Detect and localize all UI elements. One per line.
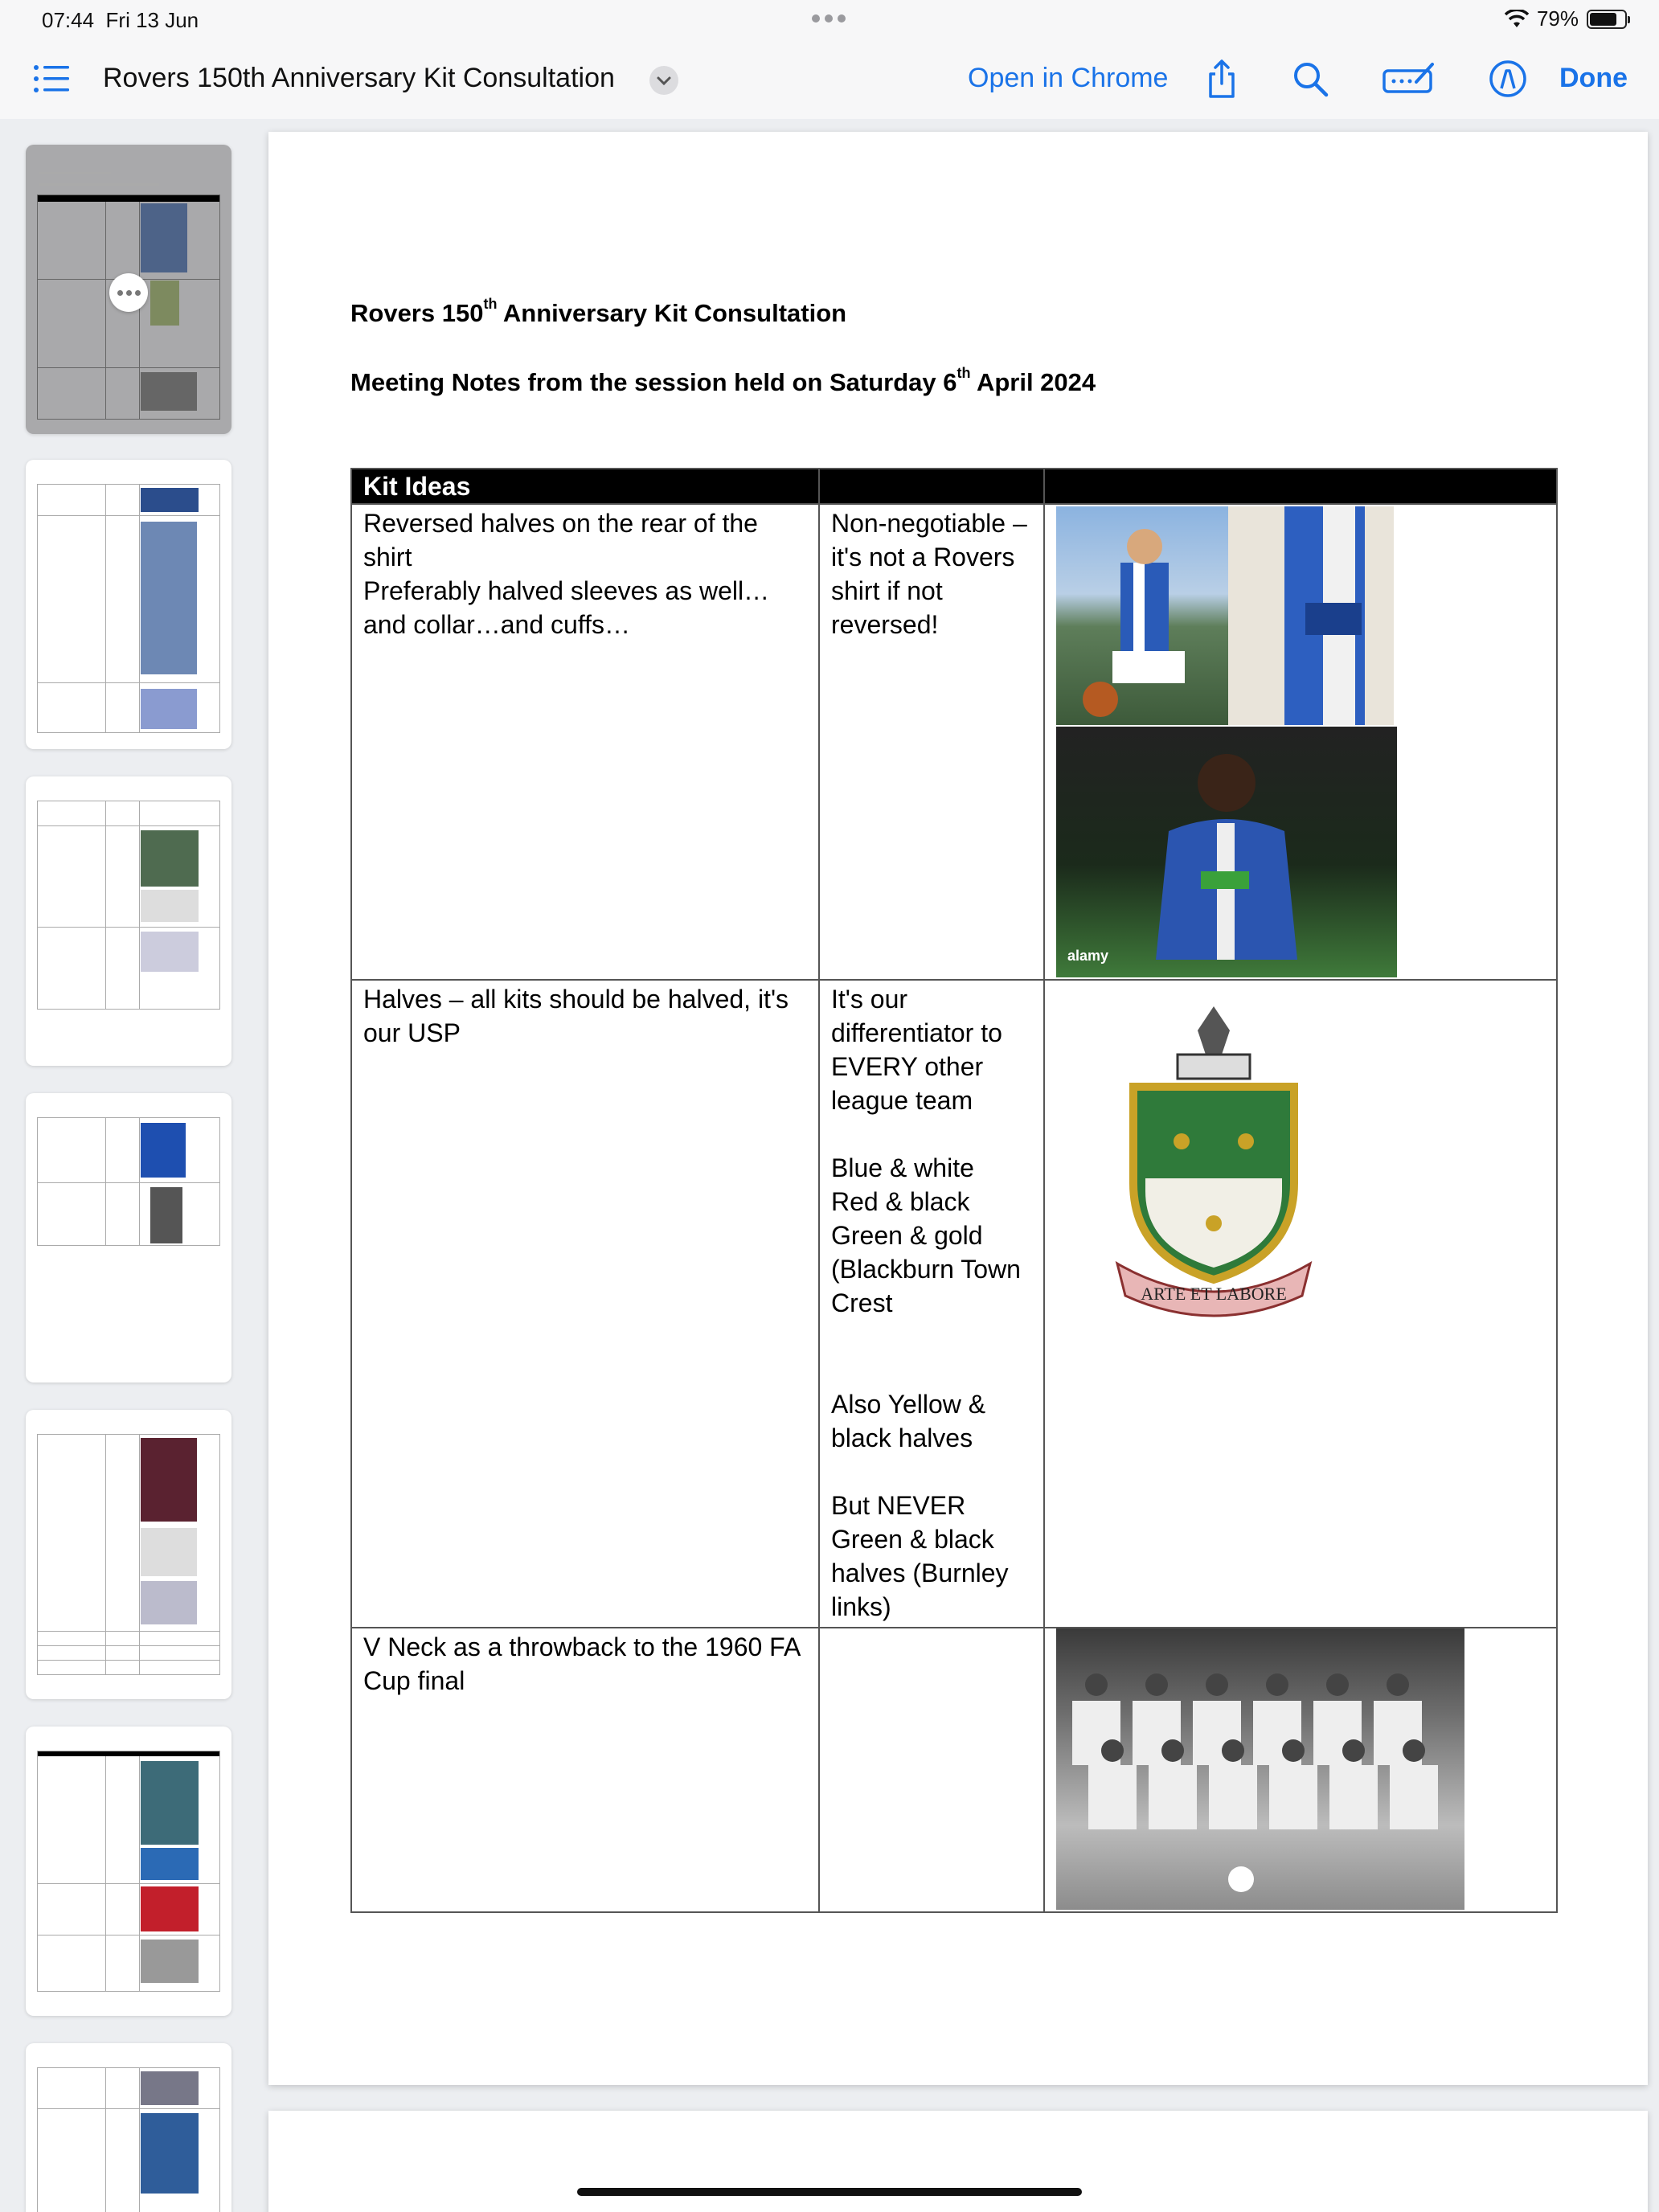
crest-motto: ARTE ET LABORE	[1141, 1284, 1287, 1304]
page-thumbnail[interactable]	[26, 1093, 231, 1382]
page-thumbnail[interactable]	[26, 2043, 231, 2212]
idea-cell: Reversed halves on the rear of the shirt Preferably halved sleeves as well…and collar…and cuffs…	[351, 504, 819, 980]
chevron-down-icon[interactable]	[649, 66, 678, 95]
wifi-icon	[1505, 10, 1529, 29]
team-photo-1960	[1056, 1628, 1464, 1910]
more-icon[interactable]	[109, 273, 148, 312]
image-watermark-label: alamy	[1067, 948, 1109, 964]
markup-pen-icon[interactable]	[1381, 56, 1437, 101]
page-thumbnail[interactable]	[26, 776, 231, 1066]
battery-icon	[1587, 10, 1627, 29]
comment-cell: Non-negotiable – it's not a Rovers shirt if not reversed!	[819, 504, 1044, 980]
share-icon[interactable]	[1199, 56, 1244, 101]
page-thumbnail[interactable]	[26, 1410, 231, 1699]
page-thumbnail[interactable]	[26, 1727, 231, 2016]
search-icon[interactable]	[1288, 56, 1333, 101]
idea-cell: Halves – all kits should be halved, it's our USP	[351, 980, 819, 1628]
image-cell	[1044, 980, 1557, 1628]
table-row	[351, 980, 1557, 1628]
page-thumbnail[interactable]	[26, 460, 231, 749]
table-header: Kit Ideas	[351, 469, 819, 504]
status-time: 07:44 Fri 13 Jun	[42, 8, 199, 32]
image-cell	[1044, 1628, 1557, 1912]
status-right	[1505, 6, 1627, 31]
list-icon[interactable]	[32, 61, 71, 96]
page-thumbnails-sidebar[interactable]	[0, 119, 257, 2212]
table-row	[351, 504, 1557, 980]
kit-ideas-table	[350, 468, 1558, 1913]
markup-icon[interactable]	[1485, 56, 1530, 101]
comment-cell	[819, 1628, 1044, 1912]
battery-percent: 79%	[1536, 6, 1579, 31]
idea-cell: V Neck as a throwback to the 1960 FA Cup final	[351, 1628, 819, 1912]
toolbar	[0, 39, 1659, 119]
table-header-row	[351, 469, 1557, 504]
shirt-detail-photo	[1228, 506, 1394, 725]
next-document-page	[268, 2111, 1648, 2212]
multitasking-dots-icon[interactable]	[812, 14, 846, 23]
blackburn-crest-image	[1101, 998, 1326, 1320]
comment-cell: It's our differentiator to EVERY other league team Blue & white Red & black Green & gold (Blackburn Town Crest Also Yellow & black halves But NEVER Green & black halves (Burnley links)	[819, 980, 1044, 1628]
document-page	[268, 132, 1648, 2085]
status-bar	[0, 0, 1659, 39]
document-subheading: Meeting Notes from the session held on Saturday 6th April 2024	[350, 365, 1096, 396]
image-cell	[1044, 504, 1557, 980]
open-in-chrome-button[interactable]: Open in Chrome	[968, 63, 1169, 93]
player-celebration-photo	[1056, 727, 1397, 977]
player-kneeling-photo	[1056, 506, 1228, 725]
done-button[interactable]: Done	[1559, 63, 1628, 93]
document-heading: Rovers 150th Anniversary Kit Consultation	[350, 296, 847, 327]
document-title[interactable]: Rovers 150th Anniversary Kit Consultation	[103, 63, 615, 93]
home-indicator[interactable]	[577, 2188, 1082, 2196]
table-row	[351, 1628, 1557, 1912]
page-thumbnail[interactable]	[26, 145, 231, 434]
